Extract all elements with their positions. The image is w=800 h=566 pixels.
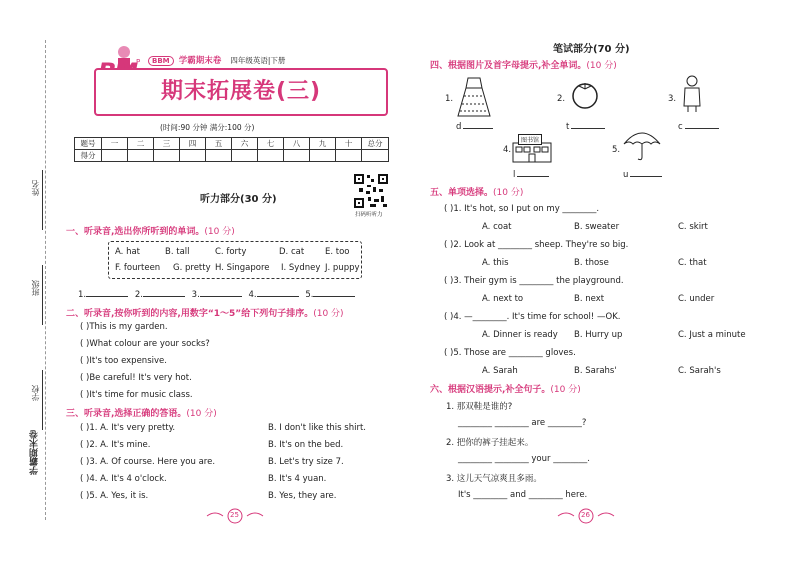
- hint-letter: u: [623, 170, 629, 180]
- score-cell[interactable]: [362, 150, 389, 162]
- section-5-title: 五、单项选择。: [430, 188, 494, 198]
- answer-letter: [566, 120, 605, 132]
- choice-question: ( )5. Those are ________ gloves.: [444, 348, 576, 358]
- list-item: ( )What colour are your socks?: [80, 339, 210, 349]
- section-5-header: [430, 185, 523, 198]
- score-row-label: 得分: [75, 150, 102, 162]
- word-blank[interactable]: [463, 120, 493, 129]
- sentence-blank-line[interactable]: ________ ________ are ________?: [458, 418, 587, 428]
- section-1-score: (10 分): [204, 227, 235, 237]
- picture-num: 1.: [445, 94, 454, 104]
- answer-letter: [678, 120, 719, 132]
- score-table-header-row: [75, 138, 389, 150]
- word-option: E. too: [325, 247, 350, 257]
- score-table: [74, 137, 389, 162]
- page-footer-right: [556, 508, 616, 524]
- choice-question: ( )4. A. It's 4 o'clock.: [80, 474, 167, 484]
- word-option: F. fourteen: [115, 263, 161, 273]
- picture-num: 3.: [668, 94, 677, 104]
- section-1-header: [66, 224, 235, 237]
- answer-blank-row: [78, 288, 355, 300]
- coat-person-icon: [680, 74, 704, 114]
- word-option: H. Singapore: [215, 263, 270, 273]
- qr-code-icon: [353, 173, 389, 209]
- score-cell[interactable]: [310, 150, 336, 162]
- choice-option: C. that: [678, 258, 707, 268]
- answer-blank[interactable]: [86, 288, 128, 297]
- word-option: G. pretty: [173, 263, 211, 273]
- list-item: ( )It's too expensive.: [80, 356, 167, 366]
- answer-letter: [623, 168, 662, 180]
- word-option: J. puppy: [325, 263, 360, 273]
- score-header-cell: 九: [310, 138, 336, 150]
- choice-option-b: B. It's on the bed.: [268, 440, 344, 450]
- page-footer-left: [205, 508, 265, 524]
- choice-option: B. next: [574, 294, 605, 304]
- library-picture: [512, 133, 552, 163]
- dress-icon: [456, 76, 492, 118]
- score-header-cell: 题号: [75, 138, 102, 150]
- page-title: 期末拓展卷(三): [160, 79, 322, 104]
- library-sign: 图书馆: [518, 134, 542, 145]
- word-option: A. hat: [115, 247, 140, 257]
- answer-letter: [513, 168, 549, 180]
- choice-option-b: B. Yes, they are.: [268, 491, 337, 501]
- choice-option-b: B. Let's try size 7.: [268, 457, 344, 467]
- score-header-cell: 六: [232, 138, 258, 150]
- choice-option: B. Hurry up: [574, 330, 623, 340]
- section-3-score: (10 分): [186, 409, 217, 419]
- listening-title: 听力部分(30 分): [200, 194, 277, 205]
- choice-option: A. this: [482, 258, 509, 268]
- picture-num: 4.: [503, 145, 512, 155]
- score-cell[interactable]: [206, 150, 232, 162]
- qr-code[interactable]: [353, 173, 389, 209]
- word-blank[interactable]: [685, 120, 719, 129]
- choice-question: ( )3. Their gym is ________ the playground.: [444, 276, 624, 286]
- picture-num: 5.: [612, 145, 621, 155]
- word-option: C. forty: [215, 247, 247, 257]
- score-header-cell: 五: [206, 138, 232, 150]
- word-option: I. Sydney: [281, 263, 321, 273]
- series-line: [148, 48, 388, 66]
- hint-letter: l: [513, 170, 516, 180]
- score-header-cell: 一: [102, 138, 128, 150]
- choice-question: ( )1. It's hot, so I put on my ________.: [444, 204, 600, 214]
- choice-option: C. under: [678, 294, 715, 304]
- choice-question: ( )5. A. Yes, it is.: [80, 491, 149, 501]
- answer-blank[interactable]: [200, 288, 242, 297]
- score-header-cell: 四: [180, 138, 206, 150]
- answer-num: 1.: [78, 290, 87, 300]
- score-header-cell: 总分: [362, 138, 389, 150]
- list-item: ( )It's time for music class.: [80, 390, 193, 400]
- hint-letter: t: [566, 122, 570, 132]
- score-header-cell: 十: [336, 138, 362, 150]
- written-title: 笔试部分(70 分): [553, 44, 630, 55]
- choice-question: ( )2. A. It's mine.: [80, 440, 151, 450]
- series-badge: BBM: [148, 56, 174, 66]
- score-table-row: [75, 150, 389, 162]
- page-number: 26: [581, 511, 590, 519]
- section-3-title: 三、听录音,选择正确的答语。: [66, 409, 187, 419]
- score-header-cell: 二: [128, 138, 154, 150]
- chinese-prompt: 3. 这儿天气凉爽且多雨。: [446, 474, 542, 484]
- choice-option-b: B. I don't like this shirt.: [268, 423, 366, 433]
- choice-option: C. skirt: [678, 222, 708, 232]
- chinese-prompt: 1. 那双鞋是谁的?: [446, 402, 513, 412]
- answer-num: 4.: [248, 290, 257, 300]
- section-6-score: (10 分): [550, 385, 581, 395]
- word-blank[interactable]: [517, 168, 549, 177]
- sentence-blank-line[interactable]: ________ ________ your ________.: [458, 454, 590, 464]
- margin-brand: 学霸期末卷: [30, 430, 40, 475]
- series-name: 学霸期末卷: [178, 56, 222, 66]
- list-item: ( )This is my garden.: [80, 322, 168, 332]
- title-box: [94, 68, 388, 116]
- umbrella-icon: [622, 128, 662, 162]
- section-2-score: (10 分): [313, 309, 344, 319]
- choice-option: A. Dinner is ready: [482, 330, 558, 340]
- tomato-icon: [568, 80, 602, 110]
- choice-option: B. sweater: [574, 222, 620, 232]
- hint-letter: d: [456, 122, 462, 132]
- time-info: (时间:90 分钟 满分:100 分): [160, 123, 255, 132]
- score-cell[interactable]: [258, 150, 284, 162]
- margin-dashed-line: [45, 40, 46, 520]
- choice-question: ( )3. A. Of course. Here you are.: [80, 457, 216, 467]
- score-header-cell: 三: [154, 138, 180, 150]
- section-6-header: [430, 382, 581, 395]
- word-option: D. cat: [279, 247, 305, 257]
- margin-class-label: 班级: [31, 280, 40, 296]
- score-cell[interactable]: [284, 150, 310, 162]
- answer-blank[interactable]: [257, 288, 299, 297]
- answer-blank[interactable]: [313, 288, 355, 297]
- word-option: B. tall: [165, 247, 190, 257]
- choice-question: ( )4. —________. It's time for school! —OK.: [444, 312, 621, 322]
- section-5-score: (10 分): [493, 188, 524, 198]
- school-writing-line[interactable]: [42, 370, 43, 430]
- grade-info: 四年级英语|下册: [230, 56, 286, 65]
- section-2-header: [66, 306, 344, 319]
- answer-num: 5.: [305, 290, 314, 300]
- margin-name-label: 姓名: [31, 180, 40, 196]
- choice-option: A. next to: [482, 294, 524, 304]
- score-cell[interactable]: [102, 150, 128, 162]
- logo-p: P: [136, 58, 141, 66]
- word-options-box: [108, 241, 362, 279]
- choice-option: B. those: [574, 258, 609, 268]
- name-writing-line[interactable]: [42, 170, 43, 230]
- choice-option: C. Just a minute: [678, 330, 746, 340]
- page-number: 25: [230, 511, 239, 519]
- score-cell[interactable]: [232, 150, 258, 162]
- answer-blank[interactable]: [143, 288, 185, 297]
- section-2-title: 二、听录音,按你听到的内容,用数字“1～5”给下列句子排序。: [66, 309, 314, 319]
- score-header-cell: 七: [258, 138, 284, 150]
- score-cell[interactable]: [336, 150, 362, 162]
- choice-question: ( )2. Look at ________ sheep. They're so big.: [444, 240, 629, 250]
- section-1-title: 一、听录音,选出你所听到的单词。: [66, 227, 205, 237]
- choice-option: C. Sarah's: [678, 366, 721, 376]
- section-3-header: [66, 406, 217, 419]
- margin-school-label: 学校: [31, 385, 40, 401]
- score-cell[interactable]: [154, 150, 180, 162]
- choice-question: ( )1. A. It's very pretty.: [80, 423, 176, 433]
- class-writing-line[interactable]: [42, 265, 43, 325]
- answer-num: 2.: [134, 290, 143, 300]
- choice-option: A. coat: [482, 222, 512, 232]
- word-blank[interactable]: [630, 168, 662, 177]
- hint-letter: c: [678, 122, 683, 132]
- picture-num: 2.: [557, 94, 566, 104]
- section-4-score: (10 分): [586, 61, 617, 71]
- chinese-prompt: 2. 把你的裤子挂起来。: [446, 438, 534, 448]
- section-4-header: [430, 58, 617, 71]
- score-header-cell: 八: [284, 138, 310, 150]
- section-6-title: 六、根据汉语提示,补全句子。: [430, 385, 551, 395]
- score-cell[interactable]: [180, 150, 206, 162]
- section-4-title: 四、根据图片及首字母提示,补全单词。: [430, 61, 587, 71]
- choice-option: A. Sarah: [482, 366, 518, 376]
- qr-caption: 扫码听听力: [355, 212, 383, 218]
- word-blank[interactable]: [571, 120, 605, 129]
- binding-margin: [0, 0, 62, 566]
- score-cell[interactable]: [128, 150, 154, 162]
- sentence-blank-line[interactable]: It's ________ and ________ here.: [458, 490, 588, 500]
- choice-option: B. Sarahs': [574, 366, 617, 376]
- choice-option-b: B. It's 4 yuan.: [268, 474, 327, 484]
- list-item: ( )Be careful! It's very hot.: [80, 373, 192, 383]
- answer-num: 3.: [191, 290, 200, 300]
- answer-letter: [456, 120, 493, 132]
